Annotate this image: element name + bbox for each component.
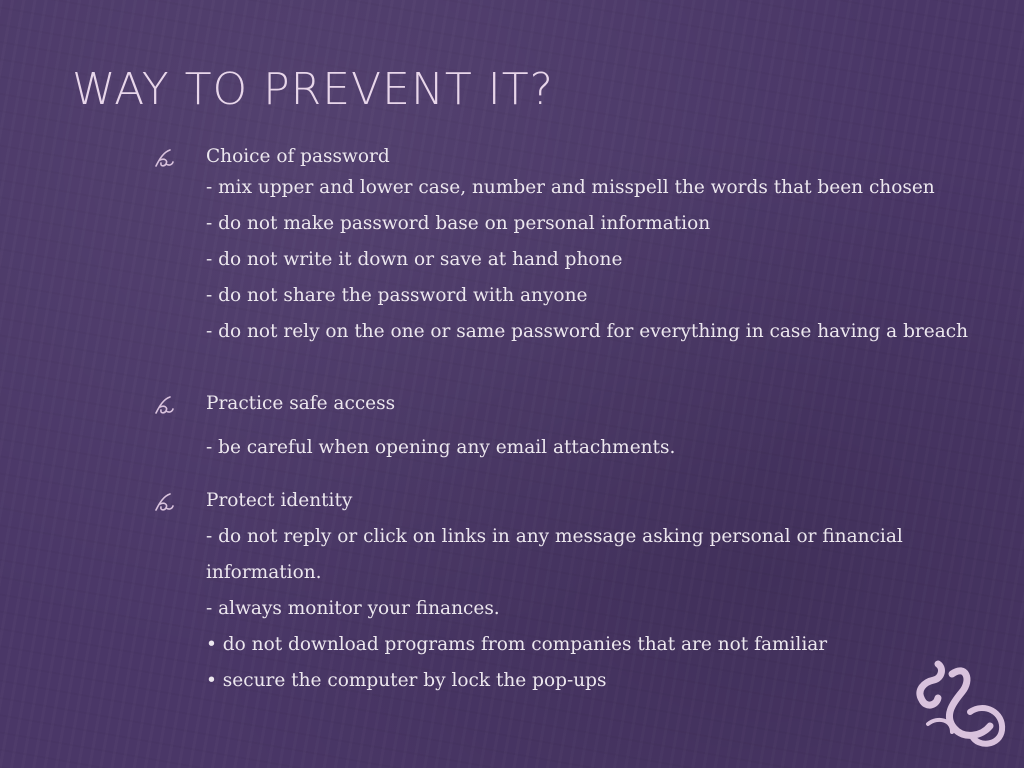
section-heading-safe-access: Practice safe access xyxy=(206,393,396,414)
list-item: - do not reply or click on links in any message asking personal or financial xyxy=(206,526,903,547)
section-heading-identity: Protect identity xyxy=(206,490,353,511)
swirl-bullet-icon xyxy=(152,146,176,170)
swirl-bullet-icon xyxy=(152,490,176,514)
flourish-icon xyxy=(908,654,1012,754)
list-item: • do not download programs from companies that are not familiar xyxy=(206,634,828,655)
list-item: • secure the computer by lock the pop-ups xyxy=(206,670,607,691)
list-item: - do not write it down or save at hand phone xyxy=(206,249,623,270)
list-item: - be careful when opening any email attachments. xyxy=(206,437,676,458)
list-item: - do not rely on the one or same password for everything in case having a breach xyxy=(206,321,969,342)
list-item: - always monitor your finances. xyxy=(206,598,500,619)
list-item: - do not make password base on personal information xyxy=(206,213,711,234)
swirl-bullet-icon xyxy=(152,393,176,417)
list-item: information. xyxy=(206,562,322,583)
list-item: - do not share the password with anyone xyxy=(206,285,588,306)
list-item: - mix upper and lower case, number and misspell the words that been chosen xyxy=(206,177,935,198)
slide-title: WAY TO PREVENT IT? xyxy=(72,64,554,115)
section-heading-password: Choice of password xyxy=(206,146,390,167)
